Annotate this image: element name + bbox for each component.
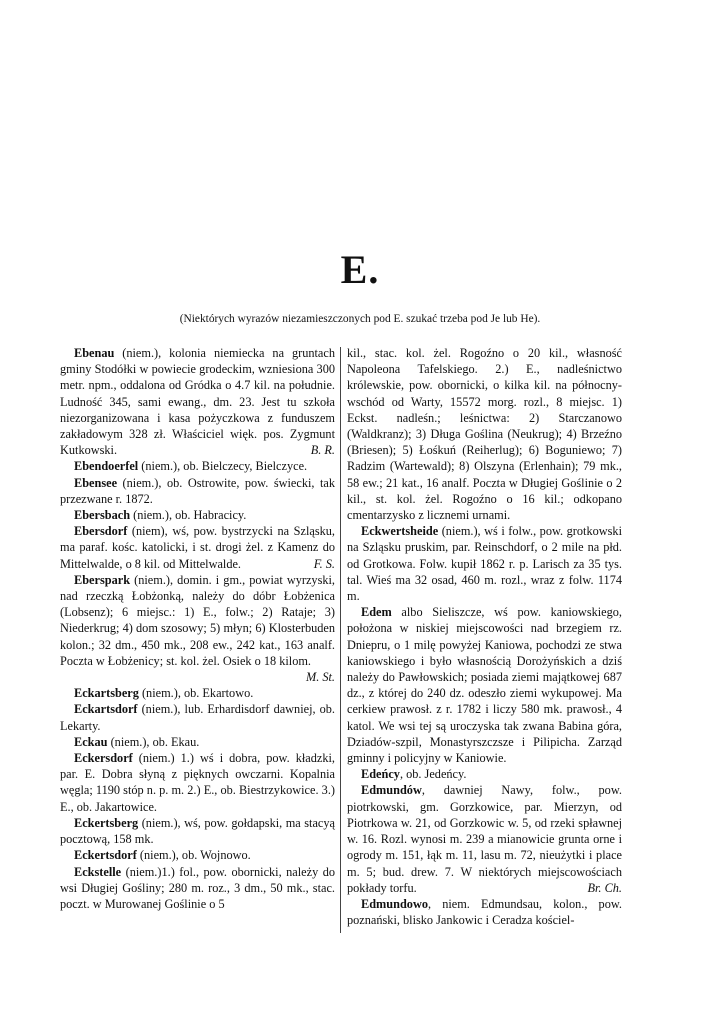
entry-text: kil., stac. kol. żel. Rogoźno o 20 kil., własność Napoleona Tafelskiego. 2.) E., nadleśnictwo królewskie, pow. obornicki, o kilka kil. na północny-wschód od Warty, 15572 morg. rozl., 8 miejsc. 1) Eckst. nadleśn.; leśnictwa: 2) Starczanowo (Waldkranz); 3) Długa Goślina (Neukrug); 4) Brzeźno (Briesen); 5) Łośkuń (Reiherlug); 6) Boguniewo; 7) Radzim (Wartewald); 8) Olszyna (Erlenhain); 79 mk., 58 ew.; 21 kat., 16 analf. Poczta w Długiej Goślinie o 2 kil., st. kol. żel. Rogoźno o 16 kil.; odkopano cmentarzysko z licznemi urnami. — [347, 346, 622, 523]
entry-headword: Eckertsberg — [74, 815, 139, 830]
dictionary-entry — [60, 345, 335, 458]
dictionary-entry — [60, 685, 335, 701]
entry-headword: Ebenau — [74, 346, 115, 360]
entry-text: albo Sieliszcze, wś pow. kaniowskiego, położona w niskiej miejscowości nad brzegiem rz. Dniepru, o 1 milę powyżej Kaniowa, pochodzi ze stwa kaniowskiego i było własnością Dorożyńskich a dziś należy do Pawłowskich; posiada ziemi majątkowej 687 dz., z której do 240 dz. odeszło ziemi wykupowej. Ma cerkiew prawosł. z r. 1782 i liczy 580 mk. prawosł., 4 katol. We wsi tej są uroczyska tak zwana Babina góra, Dziadów-szpil, Monastyrszczsze i Pilipicha. Zarząd gminny i policyjny w Kaniowie. — [347, 605, 622, 766]
entry-headword: Edmundów — [361, 783, 422, 798]
entry-headword: Edem — [361, 605, 392, 620]
dictionary-entry — [60, 507, 335, 523]
entry-headword: Eckersdorf — [74, 751, 133, 766]
dictionary-entry — [347, 766, 622, 782]
entry-headword: Eckartsberg — [74, 686, 139, 701]
dictionary-entry — [60, 458, 335, 474]
entry-headword: Edeńcy — [361, 767, 400, 782]
entry-text: (niem.), ob. Bielczecy, Bielczyce. — [138, 459, 308, 474]
entry-text: (niem.), ob. Ostrowite, pow. świecki, tak przezwane r. 1872. — [60, 475, 335, 506]
dictionary-entry — [60, 475, 335, 507]
entry-text: (niem.)1.) fol., pow. obornicki, należy do wsi Długiej Gośliny; 280 m. roz., 3 dm., 50 mk., stac. poczt. w Murowanej Goślinie o 5 — [60, 864, 335, 911]
entry-text: (niem.), ob. Wojnowo. — [136, 848, 251, 863]
dictionary-entry — [60, 847, 335, 863]
dictionary-entry — [60, 815, 335, 847]
entry-headword: Eckau — [74, 734, 108, 749]
entry-headword: Eckwertsheide — [361, 524, 439, 539]
dictionary-entry — [60, 750, 335, 815]
entry-text: (niem.) 1.) wś i dobra, pow. kładzki, par. E. Dobra słyną z pięknych owczarni. Kopalnia węgla; 1190 stóp n. p. m. 2.) E., ob. Biestrzykowice. 3.) E., ob. Jakartowice. — [60, 751, 335, 814]
right-column — [347, 345, 622, 928]
entry-text: (niem.), lub. Erhardisdorf dawniej, ob. Lekarty. — [60, 702, 335, 733]
entry-text: (niem.), ob. Ekartowo. — [138, 686, 254, 701]
entry-headword: Ebensee — [74, 475, 118, 490]
entry-headword: Eberspark — [74, 572, 131, 587]
dictionary-entry — [60, 864, 335, 913]
entry-text: , ob. Jedeńcy. — [399, 767, 467, 782]
entry-signature: M. St. — [305, 670, 335, 685]
entry-headword: Ebersbach — [74, 508, 131, 523]
entry-text: (niem.), kolonia niemiecka na gruntach gminy Stodółki w powiecie grodeckim, wzniesiona 300 metr. npm., oddalona od Gródka o 4.7 kil. na południe. Ludność 345, sami ewang., dm. 23. Jest tu szkoła niezorganizowana i kasa pożyczkowa z funduszem zakładowym 328 zł. Właściciel więk. pos. Zygmunt Kutkowski. — [60, 346, 335, 458]
section-letter: E. — [340, 247, 380, 292]
entry-text: (niem.), ob. Ekau. — [107, 734, 200, 749]
section-note: (Niektórych wyrazów niezamieszczonych pod E. szukać trzeba pod Je lub He). — [179, 313, 541, 325]
entry-text: (niem.), ob. Habracicy. — [130, 508, 247, 523]
entry-headword: Eckertsdorf — [74, 848, 137, 863]
entry-headword: Ebersdorf — [74, 524, 128, 539]
left-column — [60, 345, 335, 912]
dictionary-entry — [347, 782, 622, 895]
entry-headword: Ebendoerfel — [74, 459, 139, 474]
entry-signature: Br. Ch. — [587, 880, 622, 895]
dictionary-entry — [347, 523, 622, 604]
entry-headword: Edmundowo — [361, 896, 428, 911]
entry-text: , dawniej Nawy, folw., pow. piotrkowski, gm. Gorzkowice, par. Mierzyn, od Piotrkowa w. 21, od Gorzkowic w. 5, od rzeki spławnej w. 16. Rozl. wynosi m. 239 a mianowicie grunta orne i ogrody m. 151, łąk m. 11, lasu m. 72, nieużytki i place m. 5; bud. drew. 7. W niektórych miejscowościach pokłady torfu. — [347, 783, 622, 895]
dictionary-entry — [60, 734, 335, 750]
entry-signature: F. S. — [313, 556, 335, 571]
dictionary-entry — [347, 345, 622, 523]
dictionary-entry — [60, 701, 335, 733]
dictionary-entry — [347, 896, 622, 928]
entry-text: , niem. Edmundsau, kolon., pow. poznański, blisko Jankowic i Ceradza kościel- — [347, 896, 622, 928]
entry-headword: Eckstelle — [74, 864, 122, 879]
entry-text: (niem.), domin. i gm., powiat wyrzyski, nad rzeczką Łobżonką, należy do dóbr Łobżenica (Lobsenz); 6 miejsc.: 1) E., folw.; 2) Rataje; 3) Niederkrug; 4) dom szosowy; 5) młyn; 6) Klosterbuden kolon.; 32 dm., 450 mk., 208 ew., 242 kat., 163 analf. Poczta w Łobżenicy; st. kol. żel. Osiek o 18 kilom. — [60, 572, 335, 668]
entry-text: (niem), wś, pow. bystrzycki na Szląsku, ma paraf. kośc. katolicki, i st. drogi żel. z Kamenz do Mittelwalde, o 8 kil. od Mittelwalde. — [60, 524, 335, 571]
column-divider — [340, 347, 341, 933]
entry-text: (niem.), wś, pow. gołdapski, ma stacyą pocztową, 158 mk. — [60, 815, 335, 847]
dictionary-entry — [347, 604, 622, 766]
dictionary-entry — [60, 572, 335, 685]
dictionary-entry — [60, 523, 335, 572]
entry-signature: B. R. — [310, 443, 335, 458]
entry-text: (niem.), wś i folw., pow. grotkowski na Szląsku pruskim, par. Reinschdorf, o 2 mile na płd. od Grotkowa. Folw. kupił 1862 r. p. Larisch za 35 tys. tal. Wieś ma 32 osad, 460 m. rozl., wraz z folw. 1174 m. — [347, 524, 622, 604]
entry-headword: Eckartsdorf — [74, 702, 138, 717]
